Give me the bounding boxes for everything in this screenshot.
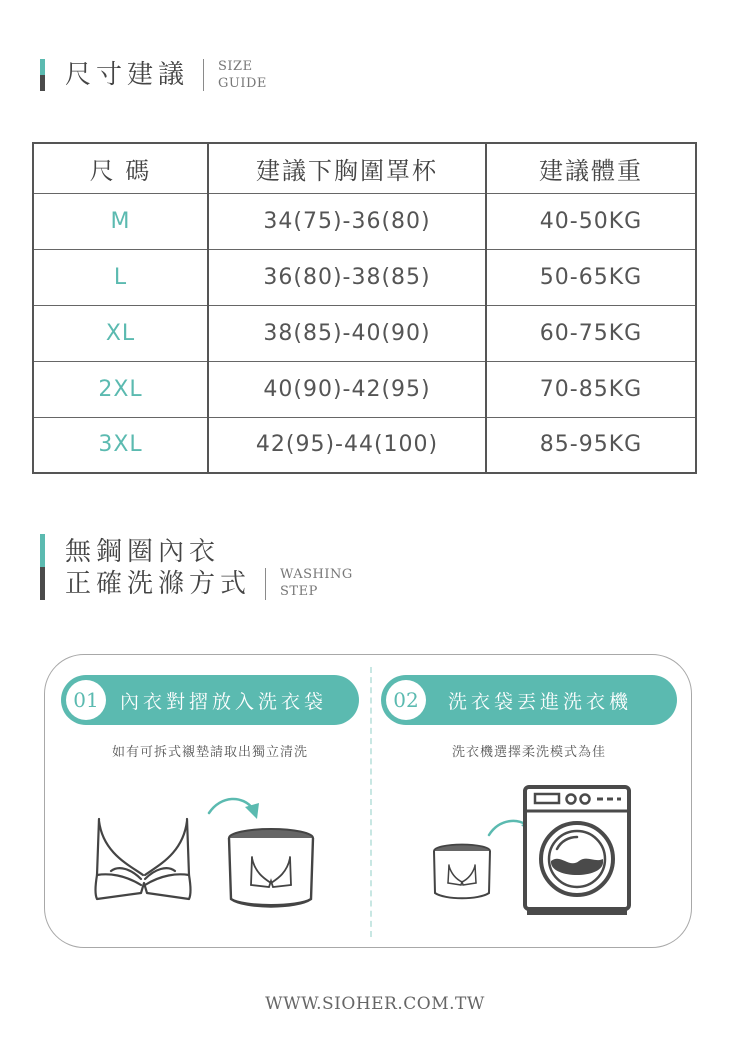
website-url: WWW.SIOHER.COM.TW bbox=[265, 994, 485, 1014]
header-underbust: 建議下胸圍罩杯 bbox=[208, 143, 486, 193]
table-row bbox=[33, 249, 696, 305]
size-cell: L bbox=[33, 249, 208, 305]
bra-icon bbox=[89, 813, 199, 905]
step-divider bbox=[370, 667, 372, 937]
heading-divider bbox=[203, 59, 204, 91]
step-2-label: 洗衣袋丟進洗衣機 bbox=[448, 690, 633, 713]
size-guide-title-en: SIZE GUIDE bbox=[218, 59, 267, 91]
step-2-number: 02 bbox=[386, 680, 426, 720]
underbust-cell: 36(80)-38(85) bbox=[208, 249, 486, 305]
weight-cell: 85-95KG bbox=[486, 417, 696, 473]
size-cell: 3XL bbox=[33, 417, 208, 473]
weight-cell: 60-75KG bbox=[486, 305, 696, 361]
underbust-cell: 40(90)-42(95) bbox=[208, 361, 486, 417]
step-1-label: 內衣對摺放入洗衣袋 bbox=[120, 690, 328, 713]
size-guide-title: 尺寸建議 bbox=[65, 60, 190, 90]
size-cell: 2XL bbox=[33, 361, 208, 417]
washing-title: 無鋼圈內衣 正確洗滌方式 bbox=[65, 537, 252, 599]
step-1-pill bbox=[61, 675, 359, 725]
step-2-note: 洗衣機選擇柔洗模式為佳 bbox=[451, 745, 606, 760]
table-row bbox=[33, 417, 696, 473]
table-header-row bbox=[33, 143, 696, 193]
weight-cell: 50-65KG bbox=[486, 249, 696, 305]
size-table bbox=[32, 142, 697, 474]
washing-title-en: WASHING STEP bbox=[280, 567, 353, 599]
heading-divider bbox=[265, 568, 266, 600]
washing-heading bbox=[40, 534, 353, 600]
table-row bbox=[33, 305, 696, 361]
washing-machine-icon bbox=[521, 783, 633, 917]
washing-steps-panel bbox=[44, 654, 692, 948]
step-2-pill bbox=[381, 675, 677, 725]
step-1-note: 如有可拆式襯墊請取出獨立清洗 bbox=[111, 745, 308, 760]
heading-accent-bar bbox=[40, 534, 45, 600]
weight-cell: 70-85KG bbox=[486, 361, 696, 417]
header-weight: 建議體重 bbox=[486, 143, 696, 193]
curved-arrow-icon bbox=[205, 793, 265, 823]
header-size: 尺 碼 bbox=[33, 143, 208, 193]
size-cell: XL bbox=[33, 305, 208, 361]
step-1-number: 01 bbox=[66, 680, 106, 720]
table-row bbox=[33, 193, 696, 249]
underbust-cell: 42(95)-44(100) bbox=[208, 417, 486, 473]
size-guide-heading bbox=[40, 58, 267, 92]
underbust-cell: 34(75)-36(80) bbox=[208, 193, 486, 249]
laundry-bag-icon bbox=[431, 843, 493, 903]
underbust-cell: 38(85)-40(90) bbox=[208, 305, 486, 361]
weight-cell: 40-50KG bbox=[486, 193, 696, 249]
table-row bbox=[33, 361, 696, 417]
laundry-bag-icon bbox=[225, 827, 317, 911]
size-cell: M bbox=[33, 193, 208, 249]
heading-accent-bar bbox=[40, 59, 45, 91]
